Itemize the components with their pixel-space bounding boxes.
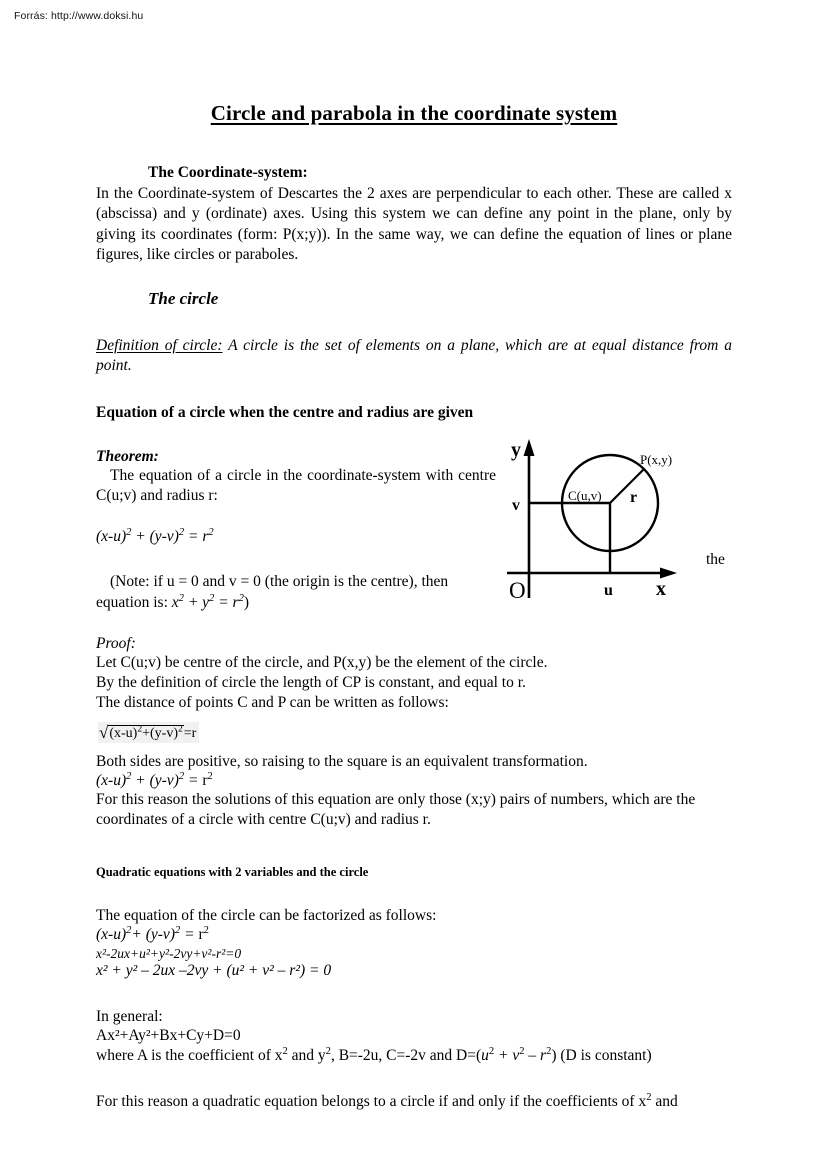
closing-statement: For this reason a quadratic equation belongs to a circle if and only if the coefficients of $x^2$ and — [96, 1091, 678, 1110]
circle-standard-equation: $(x-u)^2 + (y-v)^2 = r^2$ — [96, 527, 214, 546]
radical-sign: √ — [99, 723, 109, 743]
origin-label: O — [509, 578, 526, 603]
eq-term-x: (x-u) — [96, 528, 127, 546]
where-sup-4: 2 — [519, 1045, 525, 1057]
note-wrapped-word: the — [706, 551, 725, 568]
factorized-equation-3: x² + y² – 2ux –2vy + (u² + v² – r²) = 0 — [96, 961, 332, 979]
note-part2-close: ) — [243, 593, 250, 611]
document-content — [96, 100, 732, 1112]
eq2-term-x: (x-u) — [96, 772, 127, 790]
centre-label: C(u,v) — [568, 488, 602, 503]
eq2-sup-3: 2 — [207, 771, 213, 783]
circle-equation-heading: Equation of a circle when the centre and radius are given — [96, 404, 474, 422]
source-url-header: Forrás: http://www.doksi.hu — [14, 10, 144, 22]
definition-text: A circle is the set of elements on a plane, which are at equal distance from a point. — [96, 336, 732, 374]
eq-o-sup2: 2 — [209, 592, 215, 604]
closing-sup: 2 — [646, 1091, 652, 1103]
eq2-sup-1: 2 — [126, 771, 132, 783]
proof-line-5: For this reason the solutions of this equation are only those (x;y) pairs of numbers, which are the coordinates of a circle with centre C(u;v) and radius r. — [96, 791, 696, 829]
y-axis-label: y — [511, 439, 521, 461]
eq2-sup-2: 2 — [178, 771, 185, 783]
note-part1: (Note: if u = 0 and v = 0 (the origin is the centre), then — [110, 573, 449, 591]
radical-group — [99, 723, 184, 743]
quadratic-section-heading: Quadratic equations with 2 variables and the circle — [96, 864, 369, 879]
eq3-term-y: (y-v) — [145, 925, 175, 943]
eq-o-sup3: 2 — [238, 592, 244, 604]
where-sup-2: 2 — [325, 1045, 331, 1057]
circle-standard-equation-2: $(x-u)^2 + (y-v)^2 = r^2$ — [96, 771, 213, 790]
point-label: P(x,y) — [640, 452, 673, 467]
sqrt-equals: =r — [183, 726, 197, 742]
circle-coordinate-diagram — [505, 430, 690, 605]
proof-line-1: Let C(u;v) be centre of the circle, and P(x,y) be the element of the circle. — [96, 653, 548, 671]
where-mid-2: , B=-2u, C=-2v and D=( — [330, 1046, 482, 1064]
radius-line — [610, 469, 644, 503]
definition-lead: Definition of circle: — [96, 336, 223, 354]
eq3-sup-1: 2 — [126, 924, 132, 936]
v-tick-label: v — [512, 497, 520, 514]
sqrt-distance-equation — [98, 722, 199, 743]
theorem-text — [96, 466, 496, 506]
note-part2-prefix: equation is: — [96, 593, 172, 611]
eq2-term-r: r — [202, 772, 208, 790]
origin-circle-equation: $x^2 + y^2 = r^2$ — [171, 592, 244, 611]
eq3-term-x: (x-u) — [96, 925, 127, 943]
theorem-text-inner: The equation of a circle in the coordinate-system with centre C(u;v) and radius r: — [96, 467, 496, 505]
page-title: Circle and parabola in the coordinate system — [210, 101, 618, 125]
proof-label: Proof: — [96, 634, 136, 652]
y-axis-arrowhead — [524, 439, 535, 456]
note-block — [96, 572, 496, 612]
radius-label: r — [630, 489, 638, 506]
circle-definition — [96, 336, 732, 376]
eq3-sup-2: 2 — [174, 924, 181, 936]
eq3-sup-3: 2 — [203, 924, 209, 936]
sqrt-sup-1: 2 — [137, 724, 143, 735]
sqrt-term-1: (x-u) — [109, 726, 138, 742]
eq-o-x: x — [171, 593, 179, 611]
coefficients-explanation: where A is the coefficient of $x^2$ and $y^2$, B=-2u, C=-2v and $D=(u^2 + v^2 - r^2)$ (D is constant) — [96, 1045, 652, 1064]
eq2-term-y: (y-v) — [149, 772, 179, 790]
proof-line-2: By the definition of circle the length of CP is constant, and equal to r. — [96, 673, 526, 691]
eq-o-sup1: 2 — [178, 592, 184, 604]
eq-term-r: r — [202, 528, 209, 546]
theorem-label: Theorem: — [96, 448, 159, 466]
x-axis-arrowhead — [660, 568, 677, 579]
factorized-equation-1: $(x-u)^2+ (y-v)^2 = r^2$ — [96, 924, 209, 943]
where-sup-5: 2 — [546, 1045, 552, 1057]
where-sup-3: 2 — [488, 1045, 495, 1057]
where-sup-1: 2 — [282, 1045, 288, 1057]
coordinate-system-paragraph: In the Coordinate-system of Descartes the 2 axes are perpendicular to each other. These are called x (abscissa) and y (ordinate) axes. Using this system we can define any point in the plane, only by giving its coordinates (form: P(x;y)). In the same way, we can define the equation of lines or plane figures, like circles or paraboles. — [96, 185, 732, 263]
factorized-equation-2: x²-2ux+u²+y²-2vy+v²-r²=0 — [96, 945, 242, 961]
proof-line-4: Both sides are positive, so raising to the square is an equivalent transformation. — [96, 753, 588, 771]
coordinate-system-heading: The Coordinate-system: — [148, 164, 308, 182]
eq-sup-1: 2 — [126, 527, 132, 539]
eq3-term-r: r — [198, 925, 204, 943]
where-suffix: ) (D is constant) — [551, 1046, 652, 1064]
quadratic-intro: The equation of the circle can be factorized as follows: — [96, 906, 437, 924]
closing-prefix: For this reason a quadratic equation belongs to a circle if and only if the coefficients of — [96, 1092, 639, 1110]
eq-o-r: r — [232, 593, 239, 611]
where-mid-1: and — [287, 1046, 318, 1064]
sqrt-term-2: +(y-v) — [142, 726, 178, 742]
eq-sup-2: 2 — [178, 527, 185, 539]
proof-line-3: The distance of points C and P can be written as follows: — [96, 693, 449, 711]
where-prefix: where A is the coefficient of — [96, 1046, 275, 1064]
closing-suffix: and — [651, 1092, 678, 1110]
circle-section-title: The circle — [148, 288, 219, 308]
eq-term-y: (y-v) — [149, 528, 179, 546]
in-general-label: In general: — [96, 1007, 163, 1025]
eq-o-y: y — [202, 593, 210, 611]
general-quadratic-equation: Ax²+Ay²+Bx+Cy+D=0 — [96, 1026, 241, 1044]
u-tick-label: u — [604, 582, 613, 599]
sqrt-sup-2: 2 — [178, 724, 183, 735]
eq-sup-3: 2 — [208, 527, 214, 539]
radical-body — [108, 725, 183, 742]
x-axis-label: x — [656, 578, 666, 600]
